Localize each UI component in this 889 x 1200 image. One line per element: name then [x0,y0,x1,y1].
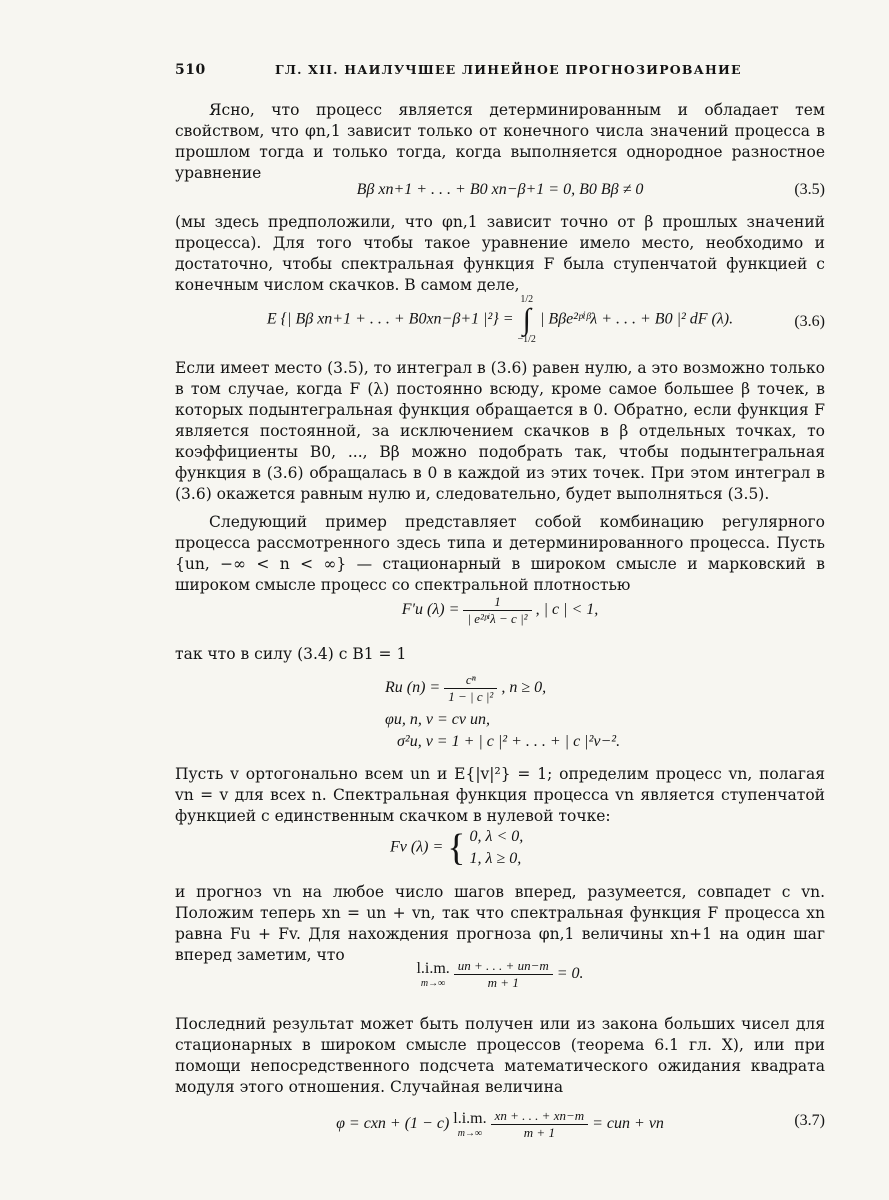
lim-text: l.i.m. [416,960,450,977]
ru-numerator: cⁿ [444,672,497,689]
fv-case-2: 1, λ ≥ 0, [469,850,522,867]
lim-subscript: m→∞ [420,978,446,989]
equation-3-6 [175,295,825,345]
lim-right: = 0. [556,965,584,983]
integral-sign: 1/2 ∫ −1/2 [517,294,536,345]
page-number: 510 [175,62,206,78]
equation-3-7-operator [453,1110,486,1139]
equation-3-7 [175,1108,825,1141]
equation-3-7-lim-subscript: m→∞ [457,1128,483,1139]
running-header [175,62,825,84]
ru-denominator: 1 − | c |² [448,689,494,704]
paragraph-5: так что в силу (3.4) с B1 = 1 [175,645,407,663]
equation-fv: Fv (λ) = { 0, λ < 0, 1, λ ≥ 0, [390,827,524,869]
equation-3-7-right: = cun + vn [592,1115,664,1133]
running-title: ГЛ. XII. НАИЛУЧШЕЕ ЛИНЕЙНОЕ ПРОГНОЗИРОВАНИЕ [275,62,742,77]
equation-lim [175,958,825,991]
spectral-density-denominator: | e²ᵖⁱλ − c |² [467,611,528,626]
lim-fraction [454,958,553,991]
equation-3-5 [175,181,825,199]
paragraph-4: Следующий пример представляет собой комбинацию регулярного процесса рассмотренного здесь типа и детерминированного процесса. Пусть {un, −∞ < n < ∞} — стационарный в широком смысле и марковский в широком смысле процесс со спектральной плотностью [175,513,825,594]
equation-group-ru [385,672,825,751]
equation-3-7-lim-text: l.i.m. [453,1110,487,1127]
fv-cases [470,826,524,870]
equation-3-5-number: (3.5) [794,181,825,198]
equation-phi: φu, n, ν = cν un, [385,711,490,728]
equation-3-7-left: φ = cxn + (1 − c) [336,1115,450,1133]
ru-left: Ru (n) = [385,679,441,697]
equation-3-6-right: | Bβe²ᵖⁱᵝλ + . . . + B0 |² dF (λ). [539,310,734,328]
paragraph-6: Пусть v ортогонально всем un и E{|v|²} = 1; определим процесс vn, полагая vn = v для всех n. Спектральная функция процесса vn является ступенчатой функцией с единственным скачком в нулевой точке: [175,765,825,825]
equation-3-7-numerator: xn + . . . + xn−m [491,1108,589,1125]
equation-3-6-left: E {| Bβ xn+1 + . . . + B0xn−β+1 |²} = [266,310,514,328]
spectral-density-left: F′u (λ) = [401,601,460,619]
equation-3-7-fraction [491,1108,589,1141]
paragraph-1: Ясно, что процесс является детерминированным и обладает тем свойством, что φn,1 зависит только от конечного числа значений процесса в прошлом тогда и только тогда, когда выполняется однородное разностное уравнение [175,101,825,182]
equation-3-7-denominator: m + 1 [523,1125,555,1140]
equation-3-6-number: (3.6) [794,313,825,330]
lim-denominator: m + 1 [487,975,519,990]
equation-spectral-density [175,594,825,627]
fv-left: Fv (λ) = [390,838,444,856]
equation-3-7-number: (3.7) [794,1112,825,1129]
lim-operator [416,960,449,989]
spectral-density-fraction [463,594,531,627]
integral-upper-limit: 1/2 [520,294,534,305]
paragraph-3: Если имеет место (3.5), то интеграл в (3.6) равен нулю, а это возможно только в том случае, когда F (λ) постоянно всюду, кроме самое большее β точек, в которых подынтегральная функция обращается в 0. Обратно, если функция F является постоянной, за исключением скачков в β отдельных точках, то коэффициенты B0, ..., Bβ можно подобрать так, чтобы подынтегральная функция в (3.6) обращалась в 0 в каждой из этих точек. При этом интеграл в (3.6) окажется равным нулю и, следовательно, будет выполняться (3.5). [175,359,825,503]
equation-sigma: σ²u, ν = 1 + | c |² + . . . + | c |²ν−². [397,733,621,750]
fv-case-1: 0, λ < 0, [469,828,524,845]
lim-numerator: un + . . . + un−m [454,958,553,975]
spectral-density-numerator: 1 [463,594,531,611]
spectral-density-condition: , | c | < 1, [535,601,599,619]
ru-fraction [444,672,497,705]
integral-lower-limit: −1/2 [517,334,536,345]
equation-3-5-body: Bβ xn+1 + . . . + B0 xn−β+1 = 0, B0 Bβ ≠ 0 [356,181,644,198]
ru-condition: , n ≥ 0, [501,679,547,697]
equation-ru [385,672,825,705]
paragraph-8: Последний результат может быть получен или из закона больших чисел для стационарных в широком смысле процессов (теорема 6.1 гл. X), или при помощи непосредственного подсчета математического ожидания квадрата модуля этого отношения. Случайная величина [175,1015,825,1096]
paragraph-2: (мы здесь предположили, что φn,1 зависит точно от β прошлых значений процесса). Для того чтобы такое уравнение имело место, необходимо и достаточно, чтобы спектральная функция F была ступенчатой функцией с конечным числом скачков. В самом деле, [175,213,825,294]
paragraph-7: и прогноз vn на любое число шагов вперед, разумеется, совпадет с vn. Положим теперь xn = un + vn, так что спектральная функция F процесса xn равна Fu + Fv. Для нахождения прогноза φn,1 величины xn+1 на один шаг вперед заметим, что [175,883,825,964]
